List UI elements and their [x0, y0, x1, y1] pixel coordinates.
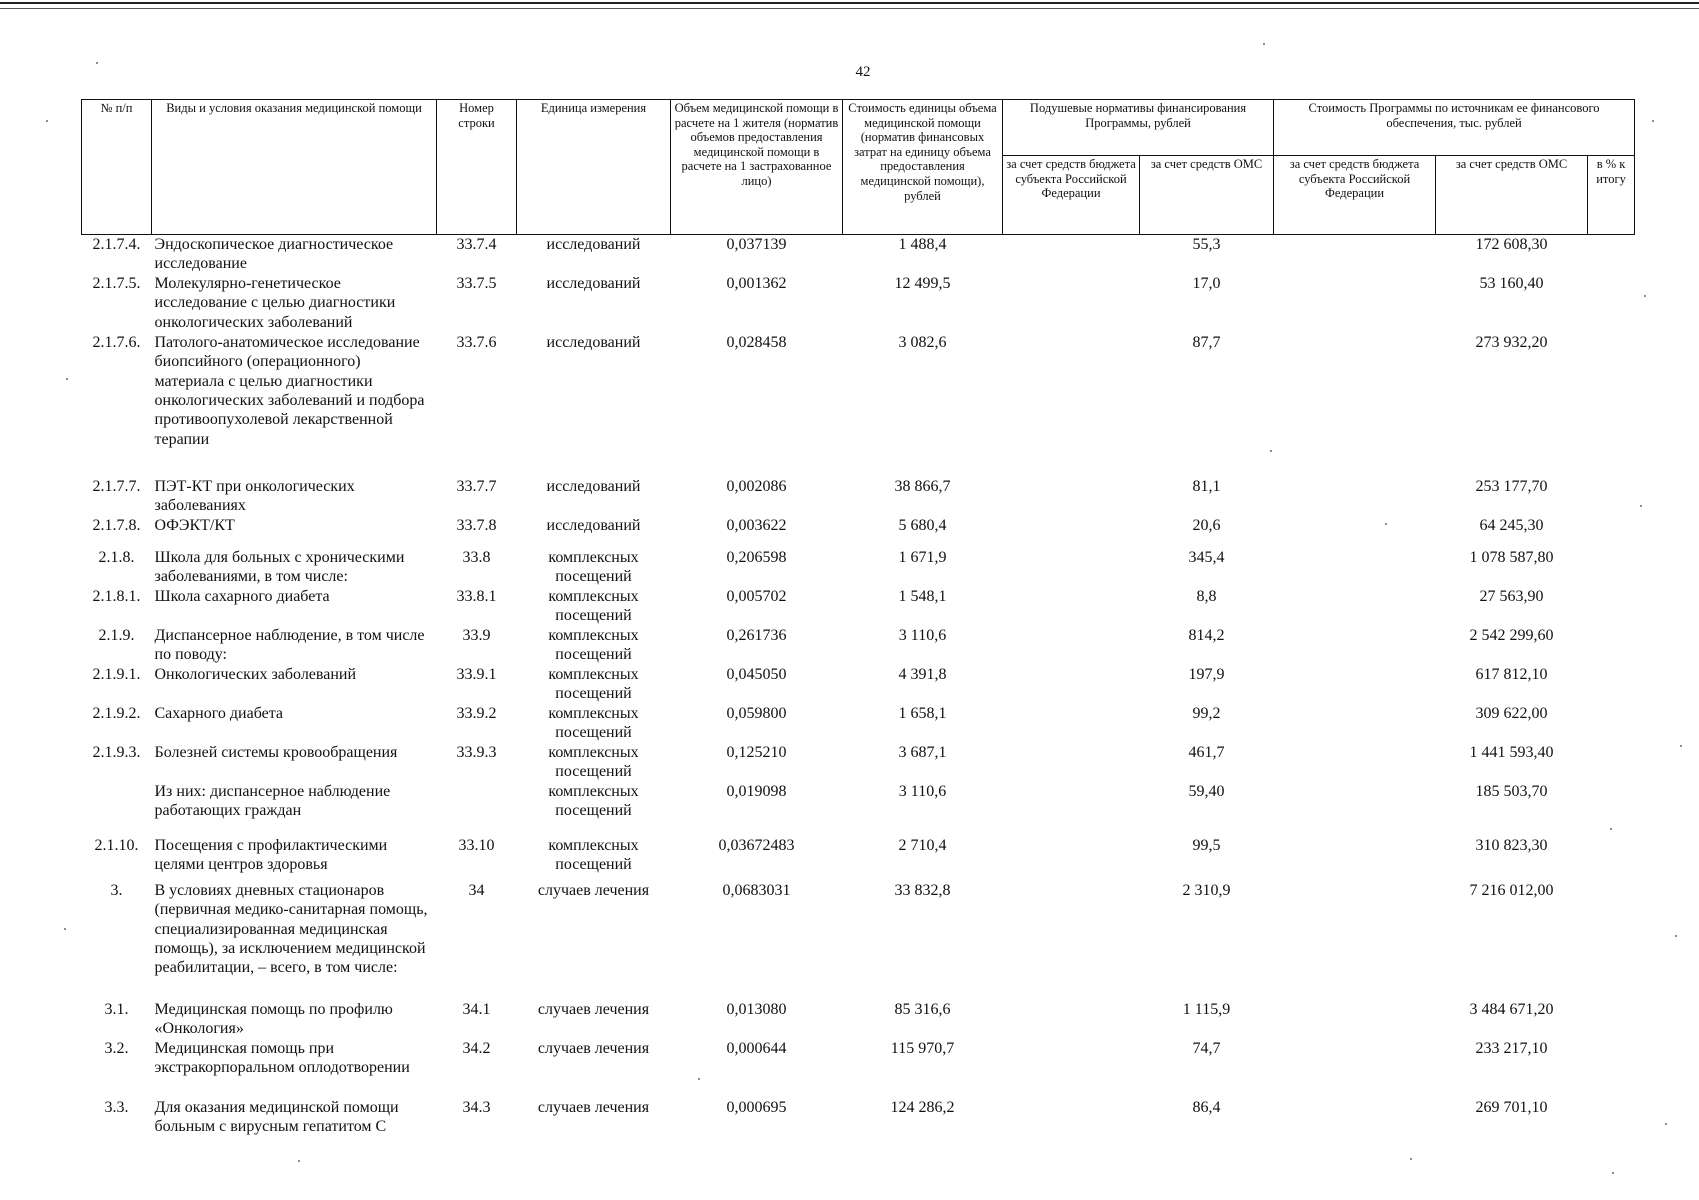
header-cost: Стоимость единицы объема медицинской помощи (норматив финансовых затрат на единицу объема предоставления медицинской помощи), рублей — [843, 100, 1003, 235]
cell-cost: 1 658,1 — [898, 704, 947, 722]
header-type: Виды и условия оказания медицинской помощи — [152, 100, 437, 235]
header-per-capita-budget: за счет средств бюджета субъекта Российской Федерации — [1003, 156, 1140, 235]
cell-program-oms: 2 542 299,60 — [1469, 626, 1554, 644]
header-program-percent: в % к итогу — [1588, 156, 1635, 235]
scan-speck — [96, 62, 98, 64]
cell-per-capita-budget — [1003, 665, 1140, 704]
cell-volume: 0,019098 — [726, 782, 787, 800]
cell-row-no: 34 — [468, 881, 485, 899]
cell-num: 2.1.8. — [98, 548, 135, 566]
cell-program-oms: 253 177,70 — [1475, 477, 1548, 495]
cell-volume: 0,045050 — [726, 665, 787, 683]
cell-program-percent — [1588, 235, 1635, 274]
cell-name: Эндоскопическое диагностическое исследование — [154, 236, 394, 273]
cell-program-oms: 1 441 593,40 — [1469, 743, 1554, 761]
cell-row-no: 33.9.1 — [456, 665, 497, 683]
table-row — [82, 548, 1635, 587]
cell-program-budget — [1274, 782, 1436, 836]
cell-num: 2.1.9.2. — [92, 704, 141, 722]
cell-unit: исследований — [546, 236, 641, 253]
scan-speck — [1652, 120, 1654, 122]
cell-program-budget — [1274, 235, 1436, 274]
cell-per-capita-oms: 59,40 — [1188, 782, 1225, 800]
cell-program-percent — [1588, 516, 1635, 548]
cell-volume: 0,037139 — [726, 236, 787, 253]
cell-program-percent — [1588, 881, 1635, 1000]
cell-program-percent — [1588, 665, 1635, 704]
cell-unit: случаев лечения — [537, 1039, 650, 1057]
cell-unit: комплексных посещений — [548, 548, 639, 586]
cell-program-budget — [1274, 516, 1436, 548]
cell-row-no: 33.9 — [462, 626, 491, 644]
cell-per-capita-budget — [1003, 704, 1140, 743]
cell-volume: 0,125210 — [726, 743, 787, 761]
header-per-capita-oms: за счет средств ОМС — [1140, 156, 1274, 235]
cell-program-oms: 172 608,30 — [1475, 236, 1548, 253]
cell-unit: комплексных посещений — [548, 782, 639, 820]
cell-per-capita-budget — [1003, 782, 1140, 836]
cell-program-percent — [1588, 587, 1635, 626]
cell-program-percent — [1588, 274, 1635, 333]
cell-num: 2.1.9.3. — [92, 743, 141, 761]
table-row — [82, 333, 1635, 477]
cell-program-budget — [1274, 626, 1436, 665]
table-header — [82, 100, 1635, 235]
cell-row-no: 33.8 — [462, 548, 491, 566]
scan-speck — [1612, 1172, 1614, 1174]
cell-row-no: 33.7.6 — [456, 333, 497, 351]
cell-per-capita-oms: 20,6 — [1192, 516, 1221, 534]
cell-program-percent — [1588, 477, 1635, 516]
cell-per-capita-budget — [1003, 516, 1140, 548]
cell-program-oms: 310 823,30 — [1475, 836, 1548, 854]
cell-program-percent — [1588, 548, 1635, 587]
cell-program-oms: 64 245,30 — [1479, 516, 1544, 534]
scan-speck — [1640, 505, 1642, 507]
cell-row-no: 34.2 — [462, 1039, 491, 1057]
cell-per-capita-budget — [1003, 836, 1140, 881]
cell-cost: 3 687,1 — [898, 743, 947, 761]
cell-num: 2.1.9.1. — [92, 665, 141, 683]
scan-speck — [1385, 523, 1387, 525]
cell-volume: 0,013080 — [726, 1000, 787, 1018]
table-row — [82, 704, 1635, 743]
cell-num: 2.1.7.6. — [92, 333, 141, 351]
cell-program-budget — [1274, 1098, 1436, 1142]
cell-volume: 0,003622 — [726, 516, 787, 534]
cell-row-no — [437, 782, 517, 836]
cell-name: Для оказания медицинской помощи больным с вирусным гепатитом С — [154, 1098, 399, 1136]
cell-program-oms: 27 563,90 — [1479, 587, 1544, 605]
cell-per-capita-budget — [1003, 548, 1140, 587]
cell-per-capita-budget — [1003, 587, 1140, 626]
cell-name: ПЭТ-КТ при онкологических заболеваниях — [154, 477, 355, 515]
table-row — [82, 743, 1635, 782]
program-cost-table — [81, 99, 1635, 1142]
cell-cost: 124 286,2 — [890, 1098, 955, 1116]
cell-volume: 0,000695 — [726, 1098, 787, 1116]
cell-num: 2.1.7.5. — [92, 274, 141, 292]
cell-num: 2.1.7.4. — [92, 236, 141, 253]
scan-border — [0, 8, 1699, 9]
cell-volume: 0,261736 — [726, 626, 787, 644]
cell-per-capita-budget — [1003, 743, 1140, 782]
cell-program-budget — [1274, 743, 1436, 782]
cell-per-capita-budget — [1003, 274, 1140, 333]
cell-per-capita-oms: 99,5 — [1192, 836, 1221, 854]
cell-unit: комплексных посещений — [548, 665, 639, 703]
cell-per-capita-oms: 1 115,9 — [1182, 1000, 1231, 1018]
cell-per-capita-budget — [1003, 1000, 1140, 1039]
cell-num: 3. — [110, 881, 123, 899]
header-program-budget: за счет средств бюджета субъекта Российской Федерации — [1274, 156, 1436, 235]
header-unit: Единица измерения — [517, 100, 671, 235]
scan-border — [0, 2, 1699, 4]
cell-program-oms: 233 217,10 — [1475, 1039, 1548, 1057]
cell-row-no: 33.9.3 — [456, 743, 497, 761]
cell-per-capita-oms: 86,4 — [1192, 1098, 1221, 1116]
cell-volume: 0,059800 — [726, 704, 787, 722]
table-row — [82, 1039, 1635, 1098]
scan-speck — [1410, 1158, 1412, 1160]
cell-per-capita-oms: 461,7 — [1188, 743, 1225, 761]
cell-volume: 0,002086 — [726, 477, 787, 495]
cell-per-capita-oms: 197,9 — [1188, 665, 1225, 683]
cell-cost: 12 499,5 — [894, 274, 951, 292]
scan-speck — [1644, 295, 1646, 297]
cell-volume: 0,001362 — [726, 274, 787, 292]
cell-program-oms: 617 812,10 — [1475, 665, 1548, 683]
cell-num: 3.1. — [104, 1000, 129, 1018]
cell-name: ОФЭКТ/КТ — [154, 516, 235, 534]
scan-speck — [298, 1160, 300, 1162]
table-row — [82, 665, 1635, 704]
cell-name: Молекулярно-генетическое исследование с целью диагностики онкологических заболеваний — [154, 274, 396, 331]
cell-row-no: 33.9.2 — [456, 704, 497, 722]
cell-num: 2.1.7.7. — [92, 477, 141, 495]
cell-per-capita-budget — [1003, 626, 1140, 665]
cell-unit: комплексных посещений — [548, 704, 639, 742]
cell-row-no: 33.7.8 — [456, 516, 497, 534]
scan-speck — [698, 1078, 700, 1080]
cell-program-budget — [1274, 333, 1436, 477]
cell-volume: 0,005702 — [726, 587, 787, 605]
cell-cost: 115 970,7 — [890, 1039, 955, 1057]
scan-speck — [46, 120, 48, 122]
cell-name: В условиях дневных стационаров (первичная медико-санитарная помощь, специализированная медицинская помощь), за исключением медицинской реабилитации, – всего, в том числе: — [154, 881, 428, 977]
cell-program-budget — [1274, 1000, 1436, 1039]
cell-cost: 38 866,7 — [894, 477, 951, 495]
cell-cost: 5 680,4 — [898, 516, 947, 534]
program-table-container — [81, 99, 1634, 1142]
cell-per-capita-oms: 99,2 — [1192, 704, 1221, 722]
cell-volume: 0,0683031 — [722, 881, 791, 899]
cell-per-capita-oms: 74,7 — [1192, 1039, 1221, 1057]
scan-speck — [1610, 828, 1612, 830]
cell-cost: 1 671,9 — [898, 548, 947, 566]
cell-cost: 3 110,6 — [898, 626, 947, 644]
cell-row-no: 33.7.5 — [456, 274, 497, 292]
scan-speck — [64, 928, 66, 930]
cell-per-capita-oms: 87,7 — [1192, 333, 1221, 351]
cell-program-percent — [1588, 1000, 1635, 1039]
cell-program-oms: 273 932,20 — [1475, 333, 1548, 351]
cell-program-budget — [1274, 1039, 1436, 1098]
cell-volume: 0,028458 — [726, 333, 787, 351]
cell-program-percent — [1588, 333, 1635, 477]
cell-num: 2.1.9. — [98, 626, 135, 644]
cell-per-capita-budget — [1003, 881, 1140, 1000]
cell-program-oms: 269 701,10 — [1475, 1098, 1548, 1116]
table-row — [82, 1098, 1635, 1142]
cell-program-budget — [1274, 548, 1436, 587]
header-row-no: Номер строки — [437, 100, 517, 235]
cell-unit: комплексных посещений — [548, 836, 639, 874]
cell-num: 2.1.7.8. — [92, 516, 141, 534]
table-row — [82, 274, 1635, 333]
table-row — [82, 782, 1635, 836]
table-body — [82, 235, 1635, 1142]
cell-program-budget — [1274, 477, 1436, 516]
cell-program-budget — [1274, 704, 1436, 743]
cell-row-no: 34.1 — [462, 1000, 491, 1018]
cell-per-capita-oms: 55,3 — [1192, 236, 1221, 253]
scan-speck — [66, 378, 68, 380]
cell-program-percent — [1588, 1039, 1635, 1098]
cell-program-percent — [1588, 704, 1635, 743]
header-num: № п/п — [82, 100, 152, 235]
cell-name: Школа сахарного диабета — [154, 587, 330, 605]
cell-unit: исследований — [546, 516, 641, 534]
cell-name: Из них: диспансерное наблюдение работающих граждан — [154, 782, 391, 820]
header-program-cost-group: Стоимость Программы по источникам ее финансового обеспечения, тыс. рублей — [1274, 100, 1635, 156]
cell-unit: случаев лечения — [537, 1098, 650, 1116]
cell-program-oms: 309 622,00 — [1475, 704, 1548, 722]
cell-unit: исследований — [546, 333, 641, 351]
header-per-capita-group: Подушевые нормативы финансирования Программы, рублей — [1003, 100, 1274, 156]
cell-row-no: 33.7.4 — [456, 236, 497, 253]
cell-program-oms: 7 216 012,00 — [1469, 881, 1554, 899]
cell-row-no: 33.8.1 — [456, 587, 497, 605]
cell-num — [82, 782, 152, 836]
cell-name: Медицинская помощь по профилю «Онкология» — [154, 1000, 393, 1038]
cell-per-capita-oms: 81,1 — [1192, 477, 1221, 495]
cell-name: Патолого-анатомическое исследование биопсийного (операционного) материала с целью диагностики онкологических заболеваний и подбора противоопухолевой лекарственной терапии — [154, 333, 425, 448]
cell-name: Сахарного диабета — [154, 704, 284, 722]
table-row — [82, 587, 1635, 626]
cell-num: 2.1.8.1. — [92, 587, 141, 605]
cell-unit: исследований — [546, 274, 641, 292]
cell-name: Болезней системы кровообращения — [154, 743, 398, 761]
table-row — [82, 477, 1635, 516]
cell-per-capita-oms: 8,8 — [1196, 587, 1217, 605]
cell-per-capita-oms: 2 310,9 — [1182, 881, 1231, 899]
cell-cost: 3 110,6 — [898, 782, 947, 800]
cell-per-capita-budget — [1003, 1039, 1140, 1098]
cell-program-oms: 185 503,70 — [1475, 782, 1548, 800]
cell-cost: 2 710,4 — [898, 836, 947, 854]
cell-unit: исследований — [546, 477, 641, 495]
cell-program-percent — [1588, 836, 1635, 881]
cell-per-capita-budget — [1003, 333, 1140, 477]
cell-volume: 0,03672483 — [718, 836, 795, 854]
cell-per-capita-budget — [1003, 1098, 1140, 1142]
cell-program-oms: 53 160,40 — [1479, 274, 1544, 292]
cell-cost: 1 548,1 — [898, 587, 947, 605]
cell-per-capita-oms: 17,0 — [1192, 274, 1221, 292]
cell-volume: 0,206598 — [726, 548, 787, 566]
cell-num: 3.3. — [104, 1098, 129, 1116]
cell-row-no: 33.10 — [458, 836, 495, 854]
cell-cost: 4 391,8 — [898, 665, 947, 683]
cell-name: Посещения с профилактическими целями центров здоровья — [154, 836, 388, 874]
cell-name: Онкологических заболеваний — [154, 665, 357, 683]
table-row — [82, 516, 1635, 548]
cell-program-budget — [1274, 836, 1436, 881]
cell-program-budget — [1274, 274, 1436, 333]
cell-per-capita-oms: 814,2 — [1188, 626, 1225, 644]
page-number: 42 — [855, 64, 871, 80]
cell-num: 3.2. — [104, 1039, 129, 1057]
cell-program-percent — [1588, 626, 1635, 665]
cell-program-budget — [1274, 881, 1436, 1000]
cell-program-percent — [1588, 743, 1635, 782]
cell-cost: 1 488,4 — [898, 236, 947, 253]
cell-num: 2.1.10. — [94, 836, 139, 854]
scan-speck — [1270, 450, 1272, 452]
scan-speck — [1263, 43, 1265, 45]
cell-program-oms: 3 484 671,20 — [1469, 1000, 1554, 1018]
table-row — [82, 626, 1635, 665]
cell-program-oms: 1 078 587,80 — [1469, 548, 1554, 566]
scan-speck — [1680, 745, 1682, 747]
cell-volume: 0,000644 — [726, 1039, 787, 1057]
scan-speck — [1675, 935, 1677, 937]
cell-name: Диспансерное наблюдение, в том числе по поводу: — [154, 626, 425, 664]
table-row — [82, 881, 1635, 1000]
table-row — [82, 1000, 1635, 1039]
cell-program-budget — [1274, 665, 1436, 704]
cell-per-capita-budget — [1003, 477, 1140, 516]
cell-row-no: 34.3 — [462, 1098, 491, 1116]
cell-unit: комплексных посещений — [548, 626, 639, 664]
cell-row-no: 33.7.7 — [456, 477, 497, 495]
cell-unit: комплексных посещений — [548, 587, 639, 625]
cell-cost: 3 082,6 — [898, 333, 947, 351]
cell-program-percent — [1588, 1098, 1635, 1142]
cell-per-capita-oms: 345,4 — [1188, 548, 1225, 566]
cell-unit: случаев лечения — [537, 1000, 650, 1018]
cell-program-budget — [1274, 587, 1436, 626]
header-program-oms: за счет средств ОМС — [1436, 156, 1588, 235]
header-volume: Объем медицинской помощи в расчете на 1 жителя (норматив объемов предоставления медицинской помощи в расчете на 1 застрахованное лицо) — [671, 100, 843, 235]
cell-cost: 33 832,8 — [894, 881, 951, 899]
cell-name: Медицинская помощь при экстракорпоральном оплодотворении — [154, 1039, 410, 1077]
cell-name: Школа для больных с хроническими заболеваниями, в том числе: — [154, 548, 405, 586]
cell-unit: комплексных посещений — [548, 743, 639, 781]
table-row — [82, 836, 1635, 881]
table-row — [82, 235, 1635, 274]
cell-unit: случаев лечения — [537, 881, 650, 899]
scan-speck — [1665, 1123, 1667, 1125]
cell-per-capita-budget — [1003, 235, 1140, 274]
cell-cost: 85 316,6 — [894, 1000, 951, 1018]
